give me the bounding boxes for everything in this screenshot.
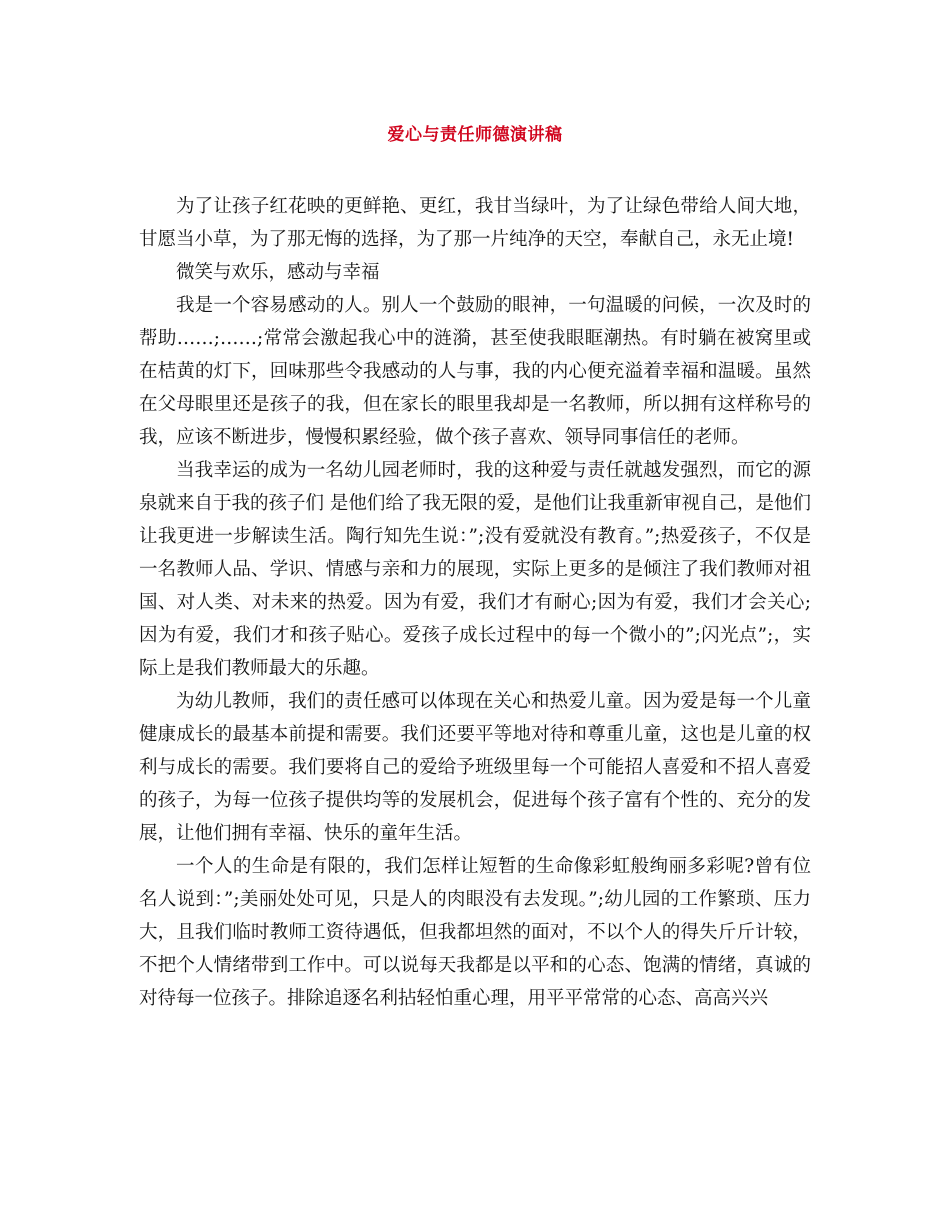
paragraph-3: 我是一个容易感动的人。别人一个鼓励的眼神，一句温暖的问候，一次及时的帮助……;……;常常会激起我心中的涟漪，甚至使我眼眶潮热。有时躺在被窝里或在桔黄的灯下，回味那些令我感动的人与事，我的内心便充溢着幸福和温暖。虽然在父母眼里还是孩子的我，但在家长的眼里我却是一名教师，所以拥有这样称号的我，应该不断进步，慢慢积累经验，做个孩子喜欢、领导同事信任的老师。 — [139, 295, 811, 448]
document-body — [139, 190, 811, 1015]
paragraph-2: 微笑与欢乐，感动与幸福 — [176, 262, 380, 283]
paragraph-4: 当我幸运的成为一名幼儿园老师时，我的这种爱与责任就越发强烈，而它的源泉就来自于我的孩子们 是他们给了我无限的爱，是他们让我重新审视自己，是他们让我更进一步解读生活。陶行知先生说：”;没有爱就没有教育。”;热爱孩子，不仅是一名教师人品、学识、情感与亲和力的展现，实际上更多的是倾注了我们教师对祖国、对人类、对未来的热爱。因为有爱，我们才有耐心;因为有爱，我们才会关心;因为有爱，我们才和孩子贴心。爱孩子成长过程中的每一个微小的”;闪光点”;，实际上是我们教师最大的乐趣。 — [139, 460, 811, 679]
paragraph-1: 为了让孩子红花映的更鲜艳、更红，我甘当绿叶，为了让绿色带给人间大地，甘愿当小草，为了那无悔的选择，为了那一片纯净的天空，奉献自己，永无止境! — [139, 196, 811, 250]
document-title: 爱心与责任师德演讲稿 — [387, 125, 563, 145]
paragraph-5: 为幼儿教师，我们的责任感可以体现在关心和热爱儿童。因为爱是每一个儿童健康成长的最基本前提和需要。我们还要平等地对待和尊重儿童，这也是儿童的权利与成长的需要。我们要将自己的爱给予班级里每一个可能招人喜爱和不招人喜爱的孩子，为每一位孩子提供均等的发展机会，促进每个孩子富有个性的、充分的发展，让他们拥有幸福、快乐的童年生活。 — [139, 691, 811, 844]
paragraph-6: 一个人的生命是有限的，我们怎样让短暂的生命像彩虹般绚丽多彩呢?曾有位名人说到：”;美丽处处可见，只是人的肉眼没有去发现。”;幼儿园的工作繁琐、压力大，且我们临时教师工资待遇低，但我都坦然的面对，不以个人的得失斤斤计较，不把个人情绪带到工作中。可以说每天我都是以平和的心态、饱满的情绪，真诚的对待每一位孩子。排除追逐名利拈轻怕重心理，用平平常常的心态、高高兴兴 — [139, 856, 811, 1009]
